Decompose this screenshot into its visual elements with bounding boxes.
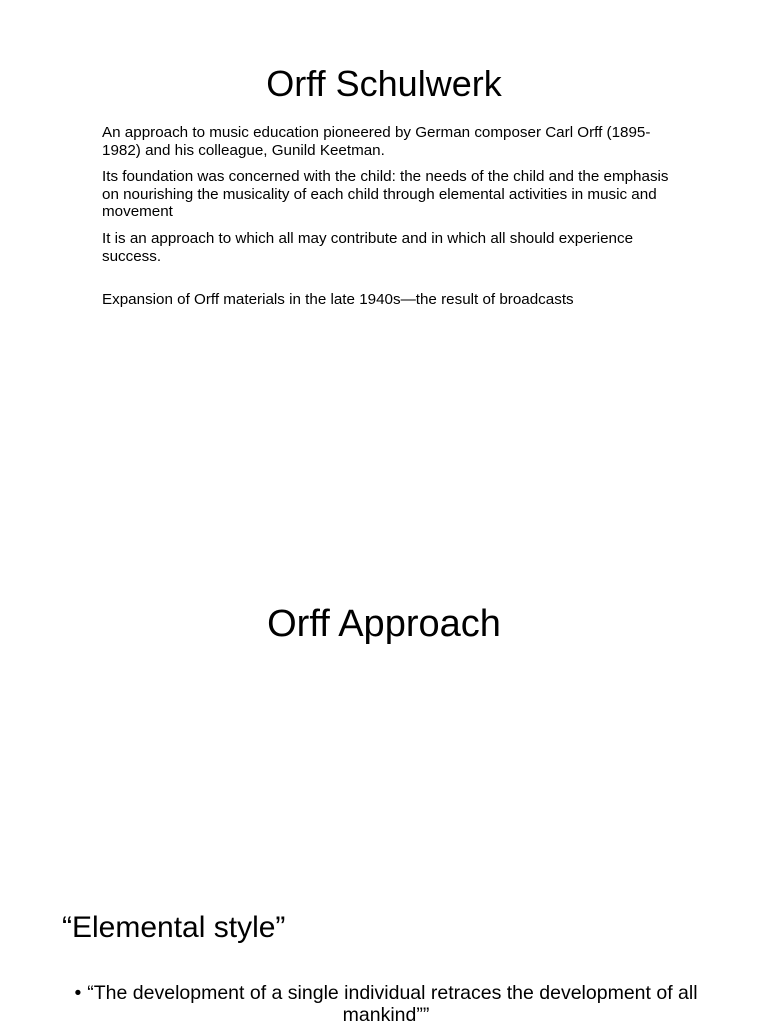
bullet-icon: •: [74, 982, 82, 1004]
slide-elemental-style: [0, 890, 768, 1024]
paragraph-intro: An approach to music education pioneered by German composer Carl Orff (1895-1982) and his colleague, Gunild Keetman.: [102, 124, 651, 159]
slide-title: “Elemental style”: [62, 911, 286, 944]
slide-body: [102, 124, 682, 318]
slide-title: Orff Schulwerk: [266, 63, 502, 104]
bullet-list: [56, 982, 716, 1026]
paragraph-contribution: It is an approach to which all may contribute and in which all should experience success.: [102, 229, 634, 265]
slide-orff-schulwerk: [0, 0, 768, 370]
bullet-text: “The development of a single individual retraces the development of all mankind””: [87, 982, 698, 1026]
bullet-item: [56, 982, 716, 1026]
slide-title: Orff Approach: [267, 603, 501, 645]
paragraph-expansion: Expansion of Orff materials in the late 1940s—the result of broadcasts: [102, 291, 574, 309]
paragraph-foundation: Its foundation was concerned with the child: the needs of the child and the emphasis on nourishing the musicality of each child through elemental activities in music and movement: [102, 168, 669, 221]
slide-orff-approach: [0, 560, 768, 700]
